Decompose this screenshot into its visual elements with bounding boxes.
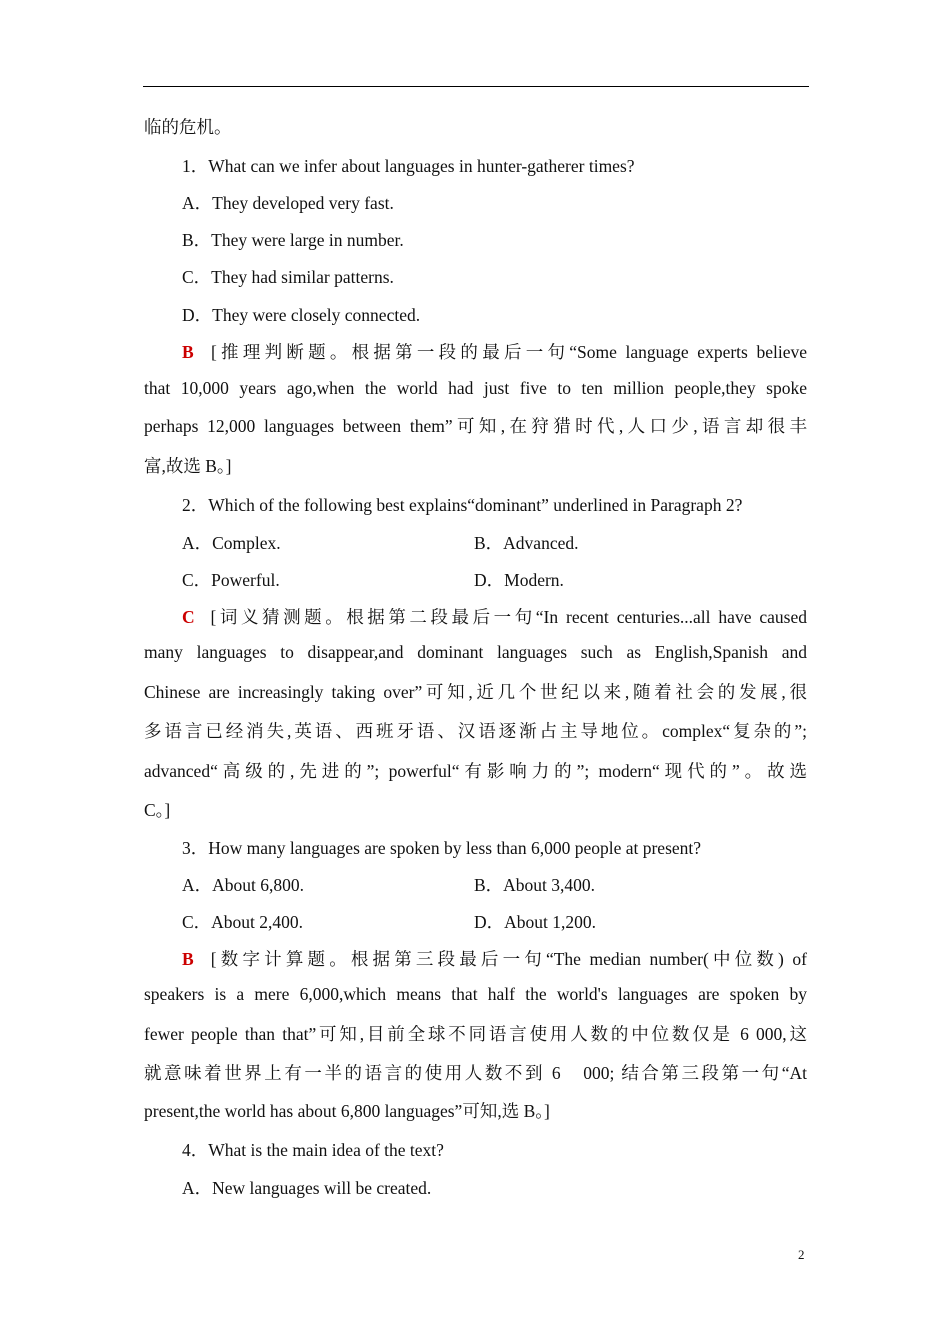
explanation-2-line-3: Chinese are increasingly taking over”可知,近几个世纪以来,随着社会的发展,很 — [144, 682, 807, 702]
question-1: 1．What can we infer about languages in hunter-gatherer times? — [182, 156, 635, 176]
explanation-2-line-5: advanced“高级的,先进的”; powerful“有影响力的”; modern“现代的”。故选 — [144, 761, 807, 781]
q3-option-a: A．About 6,800. — [182, 875, 305, 895]
q2-option-c: C．Powerful. — [182, 570, 280, 590]
q3-option-b: B．About 3,400. — [474, 875, 596, 895]
q2-option-a: A．Complex. — [182, 533, 281, 553]
explanation-1-line-2: that 10,000 years ago,when the world had just five to ten million people,they spoke — [144, 378, 807, 398]
explanation-1-line-1: B [推理判断题。根据第一段的最后一句“Some language experts believe — [182, 342, 808, 362]
explanation-2-line-4: 多语言已经消失,英语、西班牙语、汉语逐渐占主导地位。complex“复杂的”; — [144, 721, 807, 741]
explanation-1-line-3: perhaps 12,000 languages between them”可知,在狩猎时代,人口少,语言却很丰 — [144, 416, 807, 436]
q3-option-d: D．About 1,200. — [474, 912, 597, 932]
question-2: 2．Which of the following best explains“dominant” underlined in Paragraph 2? — [182, 495, 743, 515]
q2-option-d: D．Modern. — [474, 570, 564, 590]
q3-option-c: C．About 2,400. — [182, 912, 304, 932]
page-number: 2 — [798, 1247, 805, 1262]
explanation-3-line-5: present,the world has about 6,800 languages”可知,选 B。] — [144, 1101, 550, 1121]
answer-3: B — [182, 949, 194, 969]
explanation-1-line-4: 富,故选 B。] — [144, 456, 232, 476]
explanation-3-line-2: speakers is a mere 6,000,which means that half the world's languages are spoken by — [144, 984, 807, 1004]
explanation-3-line-4: 就意味着世界上有一半的语言的使用人数不到 6 000; 结合第三段第一句“At — [144, 1063, 807, 1083]
header-rule — [143, 86, 809, 87]
explanation-3-line-1: B [数字计算题。根据第三段最后一句“The median number(中位数) of — [182, 949, 808, 969]
explanation-2-line-1: C [词义猜测题。根据第二段最后一句“In recent centuries...all have caused — [182, 607, 808, 627]
q1-option-a: A．They developed very fast. — [182, 193, 394, 213]
q1-option-d: D．They were closely connected. — [182, 305, 421, 325]
explanation-3-line-3: fewer people than that”可知,目前全球不同语言使用人数的中位数仅是 6 000,这 — [144, 1024, 807, 1044]
q1-option-c: C．They had similar patterns. — [182, 267, 394, 287]
continuation-text: 临的危机。 — [144, 117, 232, 137]
q2-option-b: B．Advanced. — [474, 533, 579, 553]
answer-1: B — [182, 342, 194, 362]
q4-option-a: A．New languages will be created. — [182, 1178, 432, 1198]
question-4: 4．What is the main idea of the text? — [182, 1140, 444, 1160]
question-3: 3．How many languages are spoken by less than 6,000 people at present? — [182, 838, 702, 858]
q1-option-b: B．They were large in number. — [182, 230, 404, 250]
explanation-2-line-2: many languages to disappear,and dominant languages such as English,Spanish and — [144, 642, 807, 662]
explanation-2-line-6: C。] — [144, 800, 171, 820]
answer-2: C — [182, 607, 195, 627]
